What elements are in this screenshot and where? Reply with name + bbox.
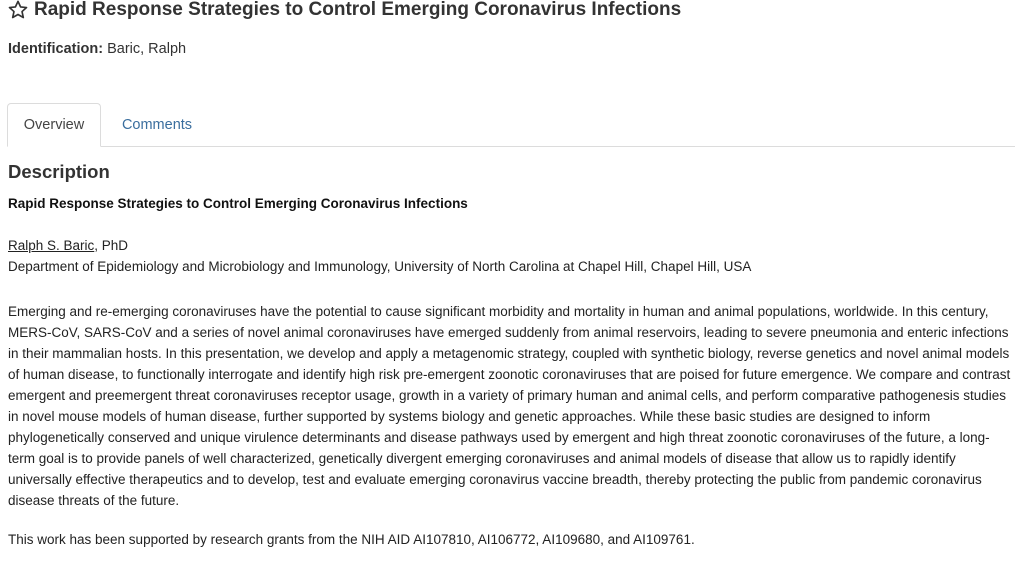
- identification-value: Baric, Ralph: [107, 41, 187, 57]
- funding-statement: This work has been supported by research grants from the NIH AID AI107810, AI106772, AI109680, and AI109761.: [8, 532, 695, 547]
- tab-bar: [7, 103, 1015, 147]
- star-outline-icon[interactable]: [7, 0, 29, 21]
- page-title: Rapid Response Strategies to Control Emerging Coronavirus Infections: [34, 0, 682, 20]
- description-heading: Description: [8, 161, 110, 182]
- title-row: [7, 0, 681, 23]
- abstract-text: Emerging and re-emerging coronaviruses have the potential to cause significant morbidity and mortality in human and animal populations, worldwide. In this century, MERS-CoV, SARS-CoV and a series of novel animal coronaviruses have emerged suddenly from animal reservoirs, leading to severe pneumonia and enteric infections in their mammalian hosts. In this presentation, we develop and apply a metagenomic strategy, coupled with synthetic biology, reverse genetics and novel animal models of human disease, to functionally interrogate and identify high risk pre-emergent zoonotic coronaviruses that are poised for future emergence. We compare and contrast emergent and preemergent threat coronaviruses receptor usage, growth in a variety of primary human and animal cells, and perform comparative pathogenesis studies in novel mouse models of human disease, further supported by systems biology and genetic approaches. While these basic studies are designed to inform phylogenetically conserved and unique virulence determinants and disease pathways used by emergent and high threat zoonotic coronaviruses of the future, a long-term goal is to provide panels of well characterized, genetically divergent emerging coronaviruses and animal models of disease that allow us to rapidly identify universally effective therapeutics and to develop, test and evaluate emerging coronavirus vaccine breadth, thereby protecting the public from pandemic coronavirus disease threats of the future.: [8, 304, 1011, 508]
- tab-comments[interactable]: Comments: [121, 117, 193, 133]
- identification: [8, 41, 186, 57]
- tab-overview[interactable]: Overview: [7, 103, 101, 147]
- affiliation: Department of Epidemiology and Microbiology and Immunology, University of North Carolina at Chapel Hill, Chapel Hill, USA: [8, 259, 752, 274]
- author-line: [8, 238, 128, 253]
- identification-label: Identification:: [8, 41, 104, 57]
- author-link[interactable]: Ralph S. Baric: [8, 238, 95, 253]
- document-title: Rapid Response Strategies to Control Emerging Coronavirus Infections: [8, 196, 468, 211]
- author-suffix: , PhD: [94, 238, 129, 253]
